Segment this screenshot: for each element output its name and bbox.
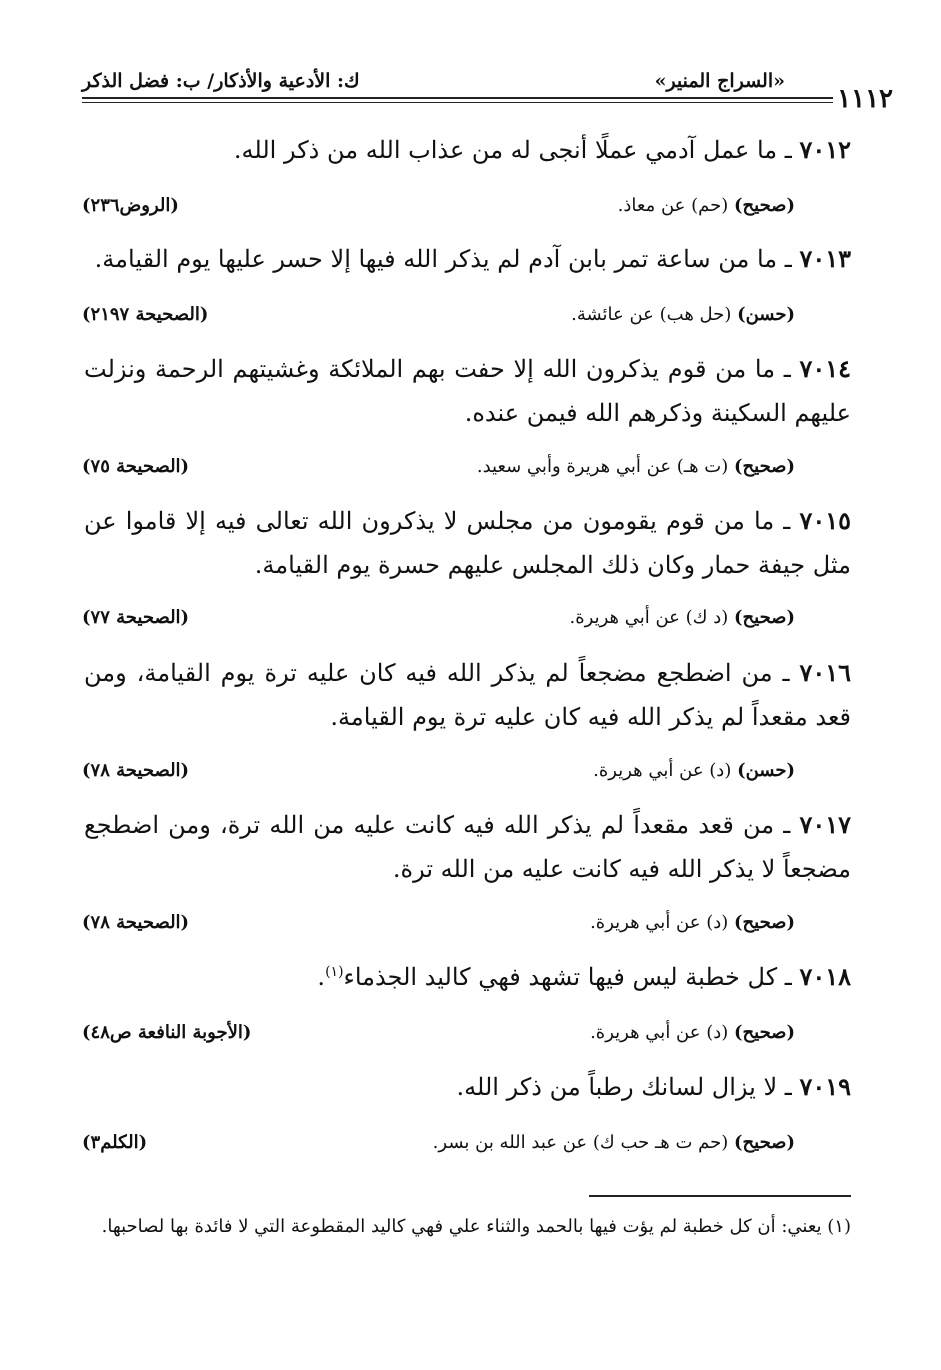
hadith-text: ما عمل آدمي عملًا أنجى له من عذاب الله من ذكر الله.	[233, 136, 778, 164]
hadith-number: ٧٠١٦	[799, 658, 851, 687]
grade-label: (صحيح)	[734, 456, 795, 477]
hadith-source: (حم) عن معاذ.	[617, 195, 729, 216]
hadith-grade-line	[82, 758, 795, 784]
separator-dash: ـ	[775, 355, 791, 383]
grade-label: (صحيح)	[734, 1132, 795, 1153]
footnote-text: يعني: أن كل خطبة لم يؤت فيها بالحمد والثناء علي فهي كاليد المقطوعة التي لا فائدة بها لصاحبها.	[101, 1216, 822, 1237]
footnote-rule	[589, 1195, 851, 1197]
chapter-title: ك: الأدعية والأذكار/ ب: فضل الذكر	[82, 70, 360, 92]
footnote-marker[interactable]: (١)	[325, 964, 344, 980]
hadith-grade	[433, 1130, 795, 1156]
hadith-grade	[590, 1020, 795, 1046]
hadith-source: (د) عن أبي هريرة.	[593, 760, 732, 781]
hadith-reference: (الصحيحة ٧٨)	[82, 760, 190, 781]
hadith-source: (د) عن أبي هريرة.	[590, 912, 729, 933]
grade-label: (صحيح)	[734, 195, 795, 216]
hadith-grade	[477, 454, 795, 480]
hadith-grade-line	[82, 193, 795, 219]
header-rule	[82, 97, 833, 99]
separator-dash: ـ	[777, 963, 792, 991]
hadith-source: (د) عن أبي هريرة.	[590, 1022, 729, 1043]
separator-dash: ـ	[774, 507, 791, 535]
hadith-grade-line	[82, 605, 795, 631]
hadith-entry	[84, 347, 851, 435]
grade-label: (صحيح)	[734, 1022, 795, 1043]
separator-dash: ـ	[772, 659, 790, 687]
hadith-text: ما من قوم يذكرون الله إلا حفت بهم الملائكة وغشيتهم الرحمة ونزلت عليهم السكينة وذكرهم الله فيمن عنده.	[84, 355, 851, 427]
header-rule-thin	[82, 102, 833, 103]
hadith-entry	[84, 237, 851, 281]
hadith-entry	[84, 651, 851, 739]
hadith-grade-line	[82, 1130, 795, 1156]
hadith-grade-line	[82, 910, 795, 936]
hadith-grade	[618, 193, 795, 219]
hadith-reference: (الأجوبة النافعة ص٤٨)	[82, 1022, 252, 1043]
hadith-number: ٧٠١٨	[799, 962, 851, 991]
grade-label: (صحيح)	[734, 607, 795, 628]
hadith-reference: (الكلم٣)	[82, 1132, 148, 1153]
separator-dash: ـ	[777, 136, 792, 164]
hadith-grade	[571, 302, 795, 328]
hadith-number: ٧٠١٥	[799, 506, 851, 535]
hadith-grade-line	[82, 454, 795, 480]
separator-dash: ـ	[774, 811, 791, 839]
hadith-grade	[593, 758, 795, 784]
hadith-grade-line	[82, 302, 795, 328]
grade-label: (صحيح)	[734, 912, 795, 933]
hadith-grade	[590, 910, 795, 936]
hadith-text-end: .	[317, 963, 326, 991]
hadith-reference: (الصحيحة ٢١٩٧)	[82, 304, 209, 325]
hadith-text: من قعد مقعداً لم يذكر الله فيه كانت عليه من الله ترة، ومن اضطجع مضجعاً لا يذكر الله فيه كانت عليه من الله ترة.	[84, 811, 851, 883]
hadith-source: (حل هب) عن عائشة.	[571, 304, 732, 325]
hadith-grade-line	[82, 1020, 795, 1046]
hadith-text: ما من ساعة تمر بابن آدم لم يذكر الله فيها إلا حسر عليها يوم القيامة.	[94, 245, 778, 273]
hadith-text: كل خطبة ليس فيها تشهد فهي كاليد الجذماء	[343, 963, 778, 991]
hadith-entry	[84, 1065, 851, 1109]
hadith-grade	[570, 605, 796, 631]
hadith-reference: (الصحيحة ٧٨)	[82, 912, 190, 933]
hadith-text: ما من قوم يقومون من مجلس لا يذكرون الله تعالى فيه إلا قاموا عن مثل جيفة حمار وكان ذلك المجلس عليهم حسرة يوم القيامة.	[84, 507, 851, 579]
book-title: «السراج المنير»	[654, 70, 785, 92]
hadith-reference: (الصحيحة ٧٥)	[82, 456, 190, 477]
hadith-reference: (الروض٢٣٦)	[82, 195, 179, 216]
hadith-number: ٧٠١٣	[799, 244, 851, 273]
grade-label: (حسن)	[737, 760, 795, 781]
hadith-reference: (الصحيحة ٧٧)	[82, 607, 190, 628]
hadith-entry	[84, 128, 851, 172]
page-number: ١١١٢	[837, 84, 893, 114]
hadith-source: (ت هـ) عن أبي هريرة وأبي سعيد.	[476, 456, 729, 477]
hadith-entry	[84, 499, 851, 587]
footnote-number: (١)	[827, 1216, 851, 1237]
separator-dash: ـ	[777, 1073, 792, 1101]
hadith-number: ٧٠١٧	[799, 810, 851, 839]
hadith-source: (د ك) عن أبي هريرة.	[569, 607, 729, 628]
hadith-entry	[84, 803, 851, 891]
separator-dash: ـ	[777, 245, 792, 273]
hadith-number: ٧٠١٩	[799, 1072, 851, 1101]
hadith-text: من اضطجع مضجعاً لم يذكر الله فيه كان عليه ترة يوم القيامة، ومن قعد مقعداً لم يذكر الله فيه كان عليه ترة يوم القيامة.	[84, 659, 851, 731]
hadith-number: ٧٠١٢	[799, 135, 851, 164]
hadith-number: ٧٠١٤	[799, 354, 852, 383]
hadith-source: (حم ت هـ حب ك) عن عبد الله بن بسر.	[432, 1132, 729, 1153]
grade-label: (حسن)	[737, 304, 795, 325]
hadith-entry	[84, 955, 851, 999]
hadith-text: لا يزال لسانك رطباً من ذكر الله.	[456, 1073, 778, 1101]
footnote	[84, 1208, 851, 1246]
